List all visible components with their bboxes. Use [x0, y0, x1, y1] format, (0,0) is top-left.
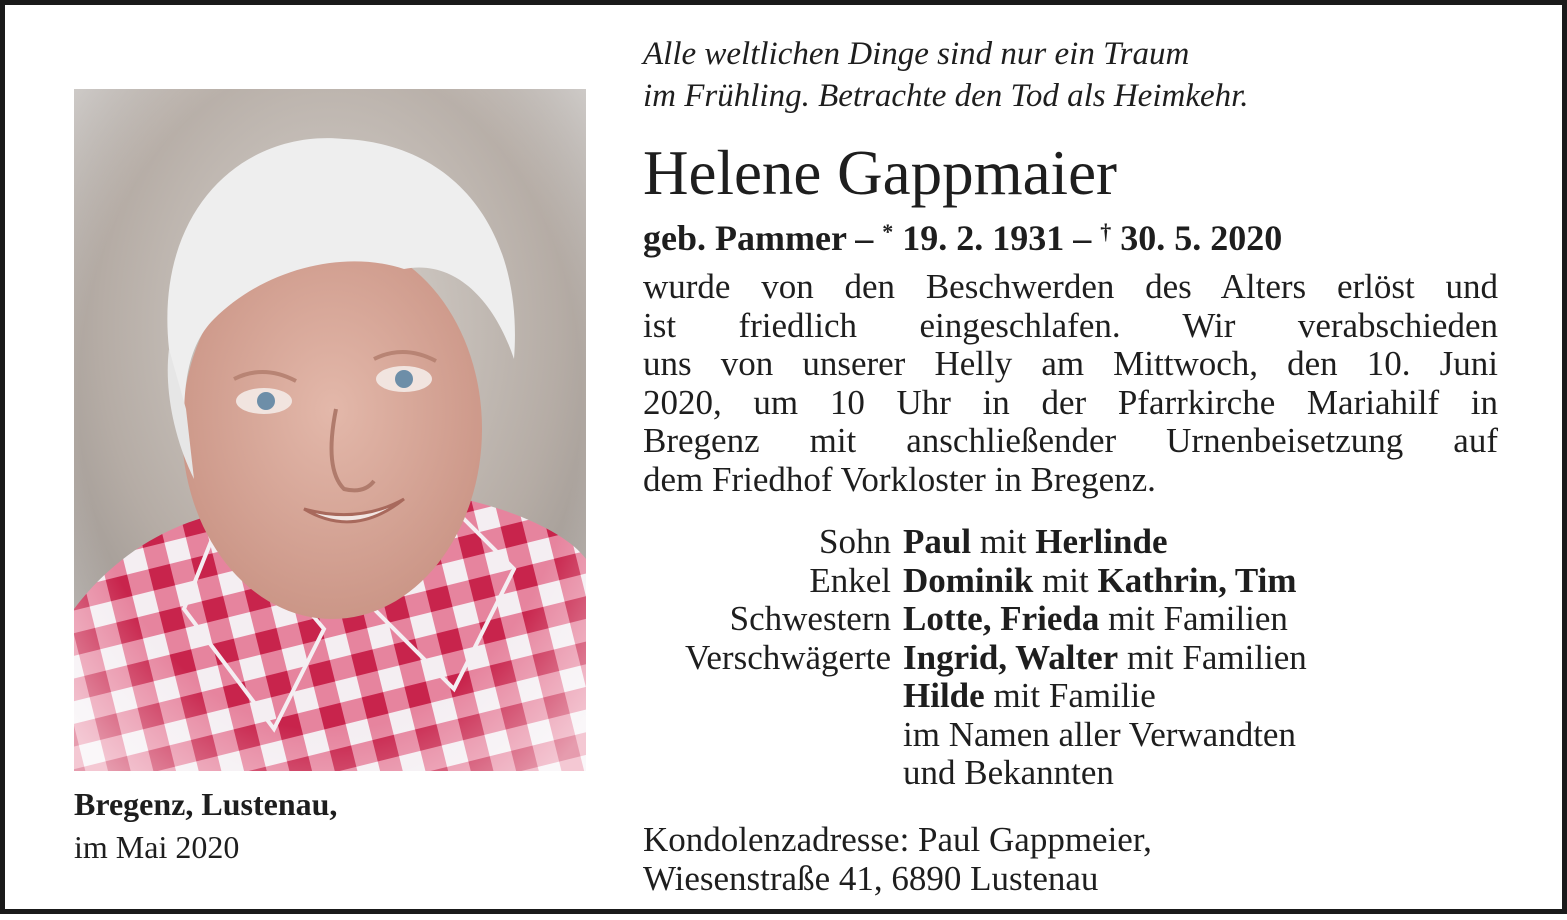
mourner-row [643, 523, 1543, 562]
deceased-name: Helene Gappmaier [643, 138, 1118, 208]
mourner-row [643, 600, 1543, 639]
mourner-connector: mit [971, 522, 1036, 561]
relation-label: Schwestern [729, 599, 891, 638]
announcement-line: dem Friedhof Vorkloster in Bregenz. [643, 459, 1156, 499]
death-symbol: † [1100, 219, 1112, 244]
mourner-row [643, 562, 1543, 601]
maiden-name: geb. Pammer [643, 218, 847, 258]
mourner-name: Paul [903, 522, 972, 561]
mourner-names [903, 523, 1167, 562]
mourner-name: Herlinde [1035, 522, 1168, 561]
mourner-row [643, 639, 1543, 678]
relation-label: Enkel [809, 560, 891, 600]
mourners-list [643, 523, 1543, 793]
death-date: 30. 5. 2020 [1111, 218, 1283, 258]
life-dates [643, 210, 1282, 260]
birth-date: 19. 2. 1931 [893, 218, 1065, 258]
mourner-connector: mit Familie [984, 676, 1156, 715]
mourner-row [643, 754, 1543, 793]
relation-label: Sohn [819, 522, 891, 561]
mourner-connector: mit Familien [1099, 599, 1288, 638]
mourner-names [903, 600, 1288, 639]
announcement-line: uns von unserer Helly am Mittwoch, den 10. Juni [643, 344, 1498, 383]
location-line: Bregenz, Lustenau, [74, 786, 338, 822]
relation-label [643, 754, 903, 793]
quote [643, 33, 1249, 117]
mourner-names [903, 677, 1156, 716]
announcement-line: Bregenz mit anschließender Urnenbeisetzung auf [643, 421, 1498, 460]
dash: – [846, 218, 883, 258]
announcement-line: ist friedlich eingeschlafen. Wir verabschieden [643, 305, 1498, 345]
portrait-illustration [74, 89, 586, 771]
mourner-name: Kathrin, Tim [1097, 560, 1297, 600]
condolence-line: Kondolenzadresse: Paul Gappmeier, [643, 820, 1152, 859]
quote-line: Alle weltlichen Dinge sind nur ein Traum [643, 36, 1190, 72]
mourner-name: Dominik [903, 560, 1034, 600]
mourner-names [903, 639, 1307, 678]
quote-line: im Frühling. Betrachte den Tod als Heimkehr. [643, 78, 1249, 114]
mourner-names [903, 754, 1114, 793]
announcement-text [643, 268, 1498, 499]
announcement-line: 2020, um 10 Uhr in der Pfarrkirche Mariahilf in [643, 382, 1498, 422]
portrait-photo [74, 89, 586, 771]
relation-label [643, 677, 903, 716]
dash: – [1064, 218, 1101, 258]
condolence-address [643, 821, 1152, 898]
mourner-row [643, 716, 1543, 755]
mourner-connector: mit Familien [1118, 637, 1307, 677]
mourner-connector: und Bekannten [903, 753, 1114, 792]
mourner-row [643, 677, 1543, 716]
mourner-name: Hilde [903, 676, 985, 715]
relation-label: Verschwägerte [684, 637, 891, 677]
relation-label [643, 716, 903, 755]
birth-symbol: * [882, 219, 894, 244]
mourner-names [903, 716, 1296, 755]
mourner-name: Lotte, Frieda [903, 599, 1100, 638]
announcement-line: wurde von den Beschwerden des Alters erlöst und [643, 267, 1498, 306]
mourner-connector: im Namen aller Verwandten [903, 714, 1296, 754]
mourner-connector: mit [1033, 560, 1098, 600]
date-line: im Mai 2020 [74, 829, 240, 865]
mourner-name: Ingrid, Walter [903, 637, 1119, 677]
condolence-line: Wiesenstraße 41, 6890 Lustenau [643, 858, 1099, 898]
mourner-names [903, 562, 1297, 601]
